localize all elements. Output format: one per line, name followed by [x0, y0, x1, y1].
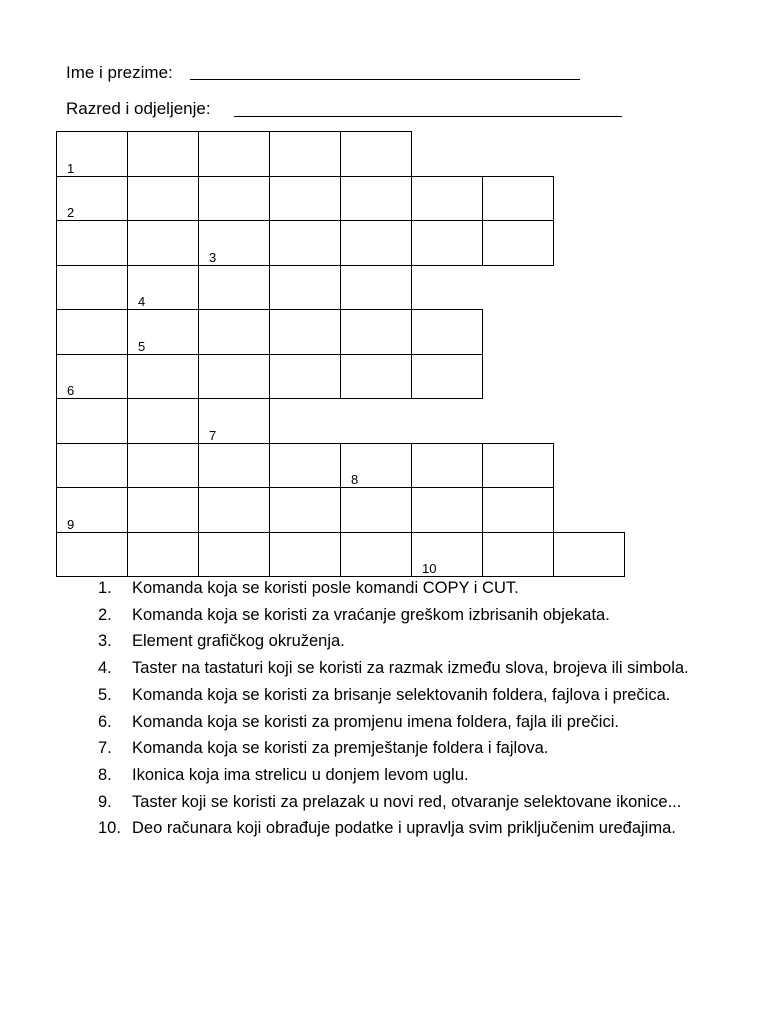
- clue-item: [98, 682, 708, 709]
- crossword-cell[interactable]: [127, 443, 199, 489]
- crossword-cell[interactable]: [482, 176, 554, 222]
- clue-item-number: 8.: [98, 765, 112, 784]
- clue-item-number: 3.: [98, 632, 112, 651]
- crossword-cell[interactable]: [198, 265, 270, 311]
- crossword-cell[interactable]: [411, 176, 483, 222]
- clue-number-label: 7: [209, 427, 217, 443]
- crossword-cell[interactable]: [56, 131, 128, 177]
- crossword-cell[interactable]: [56, 354, 128, 400]
- crossword-cell[interactable]: [127, 309, 199, 355]
- clue-item-number: 4.: [98, 659, 112, 678]
- crossword-cell[interactable]: [127, 398, 199, 444]
- crossword-cell[interactable]: [340, 265, 412, 311]
- clue-number-label: 4: [138, 294, 146, 309]
- crossword-cell[interactable]: [269, 443, 341, 489]
- crossword-cell[interactable]: [56, 443, 128, 489]
- name-blank-line[interactable]: [190, 79, 580, 80]
- crossword-cell[interactable]: [198, 354, 270, 400]
- crossword-cell[interactable]: [198, 443, 270, 489]
- crossword-cell[interactable]: [482, 532, 554, 578]
- crossword-cell[interactable]: [340, 354, 412, 400]
- class-blank-line[interactable]: [234, 116, 622, 117]
- crossword-cell[interactable]: [56, 398, 128, 444]
- crossword-cell[interactable]: [198, 220, 270, 266]
- crossword-cell[interactable]: [127, 354, 199, 400]
- crossword-cell[interactable]: [198, 309, 270, 355]
- clue-item: [98, 628, 708, 655]
- clue-item-text: Komanda koja se koristi posle komandi COPY i CUT.: [132, 579, 519, 597]
- crossword-cell[interactable]: [56, 309, 128, 355]
- crossword-cell[interactable]: [340, 176, 412, 222]
- clue-item: [98, 602, 708, 629]
- clue-item: [98, 815, 708, 842]
- crossword-cell[interactable]: [269, 354, 341, 400]
- clue-item-text: Komanda koja se koristi za promjenu imena foldera, fajla ili prečici.: [132, 712, 619, 731]
- crossword-cell[interactable]: [198, 176, 270, 222]
- clue-item-text: Taster na tastaturi koji se koristi za razmak između slova, brojeva ili simbola.: [132, 659, 689, 678]
- clue-item: [98, 709, 708, 736]
- crossword-cell[interactable]: [340, 487, 412, 533]
- crossword-cell[interactable]: [198, 487, 270, 533]
- clue-item: [98, 655, 708, 682]
- clue-item-text: Ikonica koja ima strelicu u donjem levom uglu.: [132, 765, 469, 784]
- crossword-cell[interactable]: [482, 220, 554, 266]
- clue-item-number: 6.: [98, 712, 112, 731]
- crossword-cell[interactable]: [127, 265, 199, 311]
- clue-item: [98, 789, 708, 816]
- clue-item-text: Element grafičkog okruženja.: [132, 632, 345, 651]
- crossword-cell[interactable]: [269, 220, 341, 266]
- class-label: Razred i odjeljenje:: [66, 99, 211, 118]
- crossword-cell[interactable]: [340, 443, 412, 489]
- crossword-cell[interactable]: [269, 176, 341, 222]
- crossword-cell[interactable]: [269, 309, 341, 355]
- clue-item-number: 2.: [98, 605, 112, 624]
- clue-number-label: 2: [67, 205, 75, 220]
- clue-item-number: 7.: [98, 739, 112, 758]
- crossword-cell[interactable]: [127, 176, 199, 222]
- crossword-cell[interactable]: [198, 131, 270, 177]
- clue-item: [98, 575, 708, 602]
- crossword-cell[interactable]: [127, 220, 199, 266]
- crossword-cell[interactable]: [56, 487, 128, 533]
- crossword-cell[interactable]: [482, 487, 554, 533]
- crossword-cell[interactable]: [127, 131, 199, 177]
- crossword-cell[interactable]: [411, 309, 483, 355]
- crossword-cell[interactable]: [411, 487, 483, 533]
- crossword-cell[interactable]: [127, 487, 199, 533]
- clue-item: [98, 735, 708, 762]
- crossword-cell[interactable]: [269, 532, 341, 578]
- clue-item-text: Komanda koja se koristi za brisanje selektovanih foldera, fajlova i prečica.: [132, 685, 671, 704]
- clue-item-number: 1.: [98, 579, 112, 597]
- crossword-cell[interactable]: [56, 532, 128, 578]
- clue-number-label: 1: [67, 160, 75, 176]
- name-label: Ime i prezime:: [66, 63, 173, 82]
- clue-item-number: 10.: [98, 819, 121, 838]
- clue-number-label: 3: [209, 249, 217, 265]
- crossword-cell[interactable]: [198, 398, 270, 444]
- crossword-cell[interactable]: [411, 354, 483, 400]
- crossword-cell[interactable]: [56, 220, 128, 266]
- crossword-cell[interactable]: [411, 220, 483, 266]
- crossword-cell[interactable]: [340, 131, 412, 177]
- crossword-cell[interactable]: [482, 443, 554, 489]
- crossword-cell[interactable]: [198, 532, 270, 578]
- clue-item-text: Komanda koja se koristi za vraćanje greškom izbrisanih objekata.: [132, 605, 610, 624]
- clue-item: [98, 762, 708, 789]
- clue-item-text: Taster koji se koristi za prelazak u novi red, otvaranje selektovane ikonice...: [132, 792, 682, 811]
- crossword-cell[interactable]: [553, 532, 625, 578]
- clue-number-label: 10: [422, 561, 437, 576]
- clue-list: [98, 575, 708, 842]
- crossword-cell[interactable]: [340, 220, 412, 266]
- crossword-cell[interactable]: [340, 309, 412, 355]
- crossword-cell[interactable]: [127, 532, 199, 578]
- clue-item-text: Komanda koja se koristi za premještanje foldera i fajlova.: [132, 739, 549, 758]
- clue-item-number: 9.: [98, 792, 112, 811]
- crossword-cell[interactable]: [56, 176, 128, 222]
- crossword-cell[interactable]: [411, 532, 483, 578]
- crossword-cell[interactable]: [411, 443, 483, 489]
- clue-item-text: Deo računara koji obrađuje podatke i upravlja svim priključenim uređajima.: [132, 819, 676, 838]
- clue-number-label: 6: [67, 383, 75, 398]
- crossword-cell[interactable]: [269, 487, 341, 533]
- clue-number-label: 5: [138, 338, 146, 354]
- clue-number-label: 9: [67, 516, 75, 532]
- clue-number-label: 8: [351, 472, 359, 487]
- crossword-cell[interactable]: [340, 532, 412, 578]
- clue-item-number: 5.: [98, 685, 112, 704]
- crossword-cell[interactable]: [269, 131, 341, 177]
- crossword-cell[interactable]: [56, 265, 128, 311]
- crossword-cell[interactable]: [269, 265, 341, 311]
